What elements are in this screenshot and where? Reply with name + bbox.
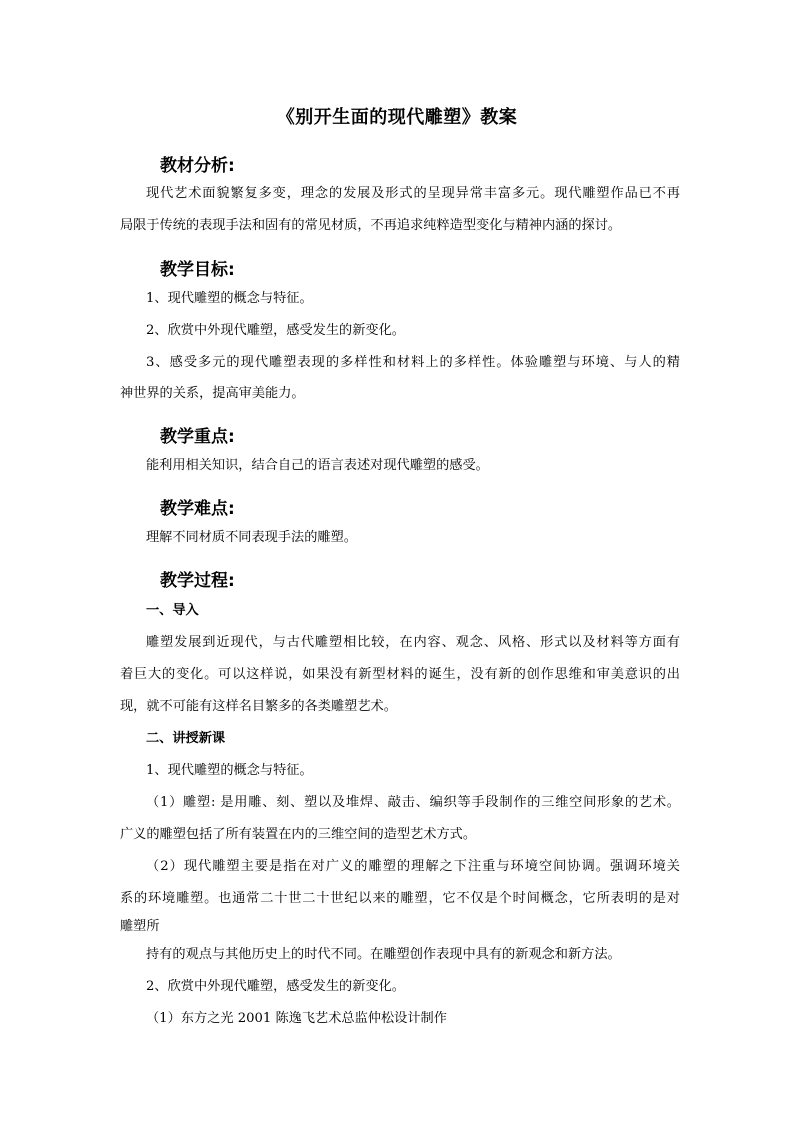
list-item: 3、感受多元的现代雕塑表现的多样性和材料上的多样性。体验雕塑与环境、与人的精 bbox=[146, 355, 680, 370]
list-item: （1）东方之光 2001 陈逸飞艺术总监仲松设计制作 bbox=[146, 1011, 447, 1026]
heading-key-points: 教学重点: bbox=[160, 427, 235, 447]
paragraph-line: 能利用相关知识，结合自己的语言表述对现代雕塑的感受。 bbox=[146, 458, 489, 473]
paragraph-line: 理解不同材质不同表现手法的雕塑。 bbox=[146, 530, 357, 545]
paragraph-line: （2）现代雕塑主要是指在对广义的雕塑的理解之下注重与环境空间协调。强调环境关 bbox=[146, 859, 680, 874]
list-item: 神世界的关系，提高审美能力。 bbox=[120, 386, 305, 401]
paragraph-line: 持有的观点与其他历史上的时代不同。在雕塑创作表现中具有的新观念和新方法。 bbox=[146, 947, 621, 962]
paragraph-line: 雕塑发展到近现代，与古代雕塑相比较，在内容、观念、风格、形式以及材料等方面有 bbox=[146, 635, 680, 650]
heading-process: 教学过程: bbox=[160, 571, 235, 591]
list-item: 2、欣赏中外现代雕塑，感受发生的新变化。 bbox=[146, 979, 405, 994]
heading-difficulties: 教学难点: bbox=[160, 499, 235, 519]
heading-goals: 教学目标: bbox=[160, 260, 235, 280]
paragraph-line: 系的环境雕塑。也通常二十世二十世纪以来的雕塑，它不仅是个时间概念，它所表明的是对 bbox=[120, 891, 680, 906]
document-title: 《别开生面的现代雕塑》教案 bbox=[276, 107, 518, 128]
paragraph-line: 雕塑所 bbox=[120, 919, 160, 934]
paragraph-line: 广义的雕塑包括了所有装置在内的三维空间的造型艺术方式。 bbox=[120, 827, 477, 842]
subheading-intro: 一、导入 bbox=[146, 603, 199, 618]
list-item: 2、欣赏中外现代雕塑，感受发生的新变化。 bbox=[146, 323, 405, 338]
list-item: 1、现代雕塑的概念与特征。 bbox=[146, 763, 313, 778]
paragraph-line: 局限于传统的表现手法和固有的常见材质，不再追求纯粹造型变化与精神内涵的探讨。 bbox=[120, 218, 622, 233]
paragraph-line: （1）雕塑: 是用雕、刻、塑以及堆焊、敲击、编织等手段制作的三维空间形象的艺术。 bbox=[146, 795, 680, 810]
paragraph-line: 现，就不可能有这样名目繁多的各类雕塑艺术。 bbox=[120, 699, 397, 714]
paragraph-line: 现代艺术面貌繁复多变，理念的发展及形式的呈现异常丰富多元。现代雕塑作品已不再 bbox=[146, 186, 680, 201]
paragraph-line: 着巨大的变化。可以这样说，如果没有新型材料的诞生，没有新的创作思维和审美意识的出 bbox=[120, 667, 680, 682]
heading-analysis: 教材分析: bbox=[160, 156, 235, 176]
list-item: 1、现代雕塑的概念与特征。 bbox=[146, 291, 313, 306]
subheading-new-lesson: 二、讲授新课 bbox=[146, 731, 226, 746]
